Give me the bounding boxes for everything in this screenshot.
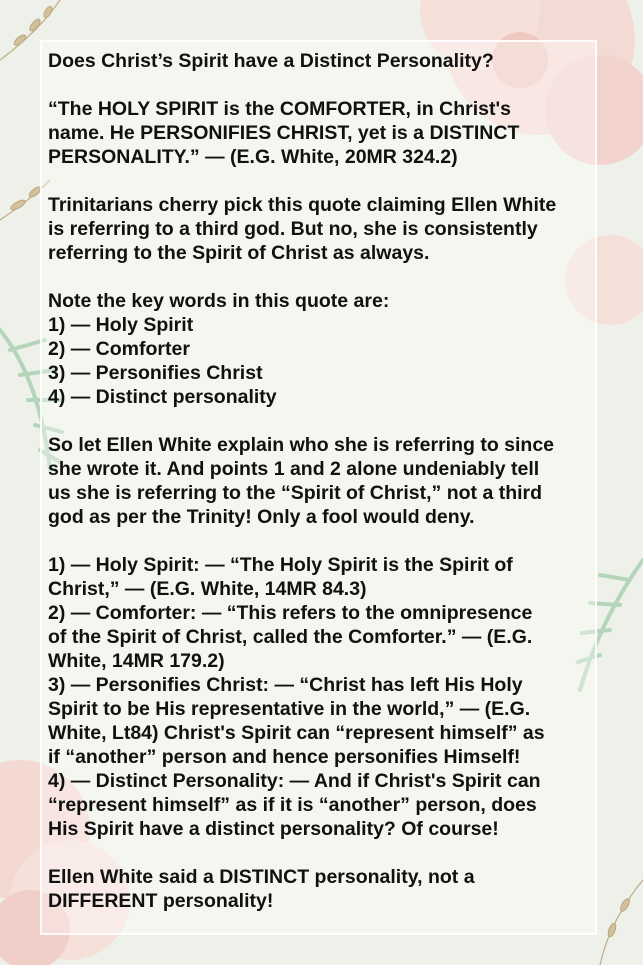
keyword-item: 2) — Comforter: [48, 338, 190, 360]
paragraph-line: is referring to a third god. But no, she is consistently: [48, 218, 538, 240]
paragraph-line: referring to the Spirit of Christ as always.: [48, 242, 430, 264]
paragraph-line: us she is referring to the “Spirit of Christ,” not a third: [48, 482, 543, 504]
text-content: [48, 49, 608, 937]
explanation-line: Christ,” — (E.G. White, 14MR 84.3): [48, 578, 367, 600]
explanation-line: 3) — Personifies Christ: — “Christ has left His Holy: [48, 674, 523, 696]
keyword-item: 4) — Distinct personality: [48, 386, 277, 408]
paragraph-line: So let Ellen White explain who she is referring to since: [48, 434, 555, 456]
paragraph-2: [48, 433, 608, 529]
quote-line: name. He PERSONIFIES CHRIST, yet is a DISTINCT: [48, 122, 520, 144]
conclusion-line: DIFFERENT personality!: [48, 890, 274, 912]
keyword-item: 1) — Holy Spirit: [48, 314, 194, 336]
paragraph-line: Trinitarians cherry pick this quote claiming Ellen White: [48, 194, 557, 216]
explanation-line: if “another” person and hence personifies Himself!: [48, 746, 521, 768]
explanation-line: White, Lt84) Christ's Spirit can “represent himself” as: [48, 722, 545, 744]
explanation-line: His Spirit have a distinct personality? Of course!: [48, 818, 499, 840]
explanation-line: 4) — Distinct Personality: — And if Christ's Spirit can: [48, 770, 541, 792]
keyword-item: 3) — Personifies Christ: [48, 362, 263, 384]
explanation-line: Spirit to be His representative in the world,” — (E.G.: [48, 698, 531, 720]
quote-line: PERSONALITY.” — (E.G. White, 20MR 324.2): [48, 146, 458, 168]
page-title: [48, 49, 608, 73]
title-line: Does Christ’s Spirit have a Distinct Personality?: [48, 50, 494, 72]
explanations-list: [48, 553, 608, 841]
conclusion: [48, 865, 608, 913]
quote-line: “The HOLY SPIRIT is the COMFORTER, in Christ's: [48, 98, 511, 120]
keywords-intro: Note the key words in this quote are:: [48, 290, 390, 312]
paragraph-line: god as per the Trinity! Only a fool would deny.: [48, 506, 475, 528]
explanation-line: “represent himself” as if it is “another” person, does: [48, 794, 537, 816]
explanation-line: White, 14MR 179.2): [48, 650, 225, 672]
explanation-line: 2) — Comforter: — “This refers to the omnipresence: [48, 602, 533, 624]
paragraph-1: [48, 193, 608, 265]
paragraph-line: she wrote it. And points 1 and 2 alone undeniably tell: [48, 458, 540, 480]
explanation-line: of the Spirit of Christ, called the Comforter.” — (E.G.: [48, 626, 533, 648]
explanation-line: 1) — Holy Spirit: — “The Holy Spirit is the Spirit of: [48, 554, 513, 576]
keywords-list: [48, 289, 608, 409]
quote-paragraph: [48, 97, 608, 169]
conclusion-line: Ellen White said a DISTINCT personality, not a: [48, 866, 475, 888]
